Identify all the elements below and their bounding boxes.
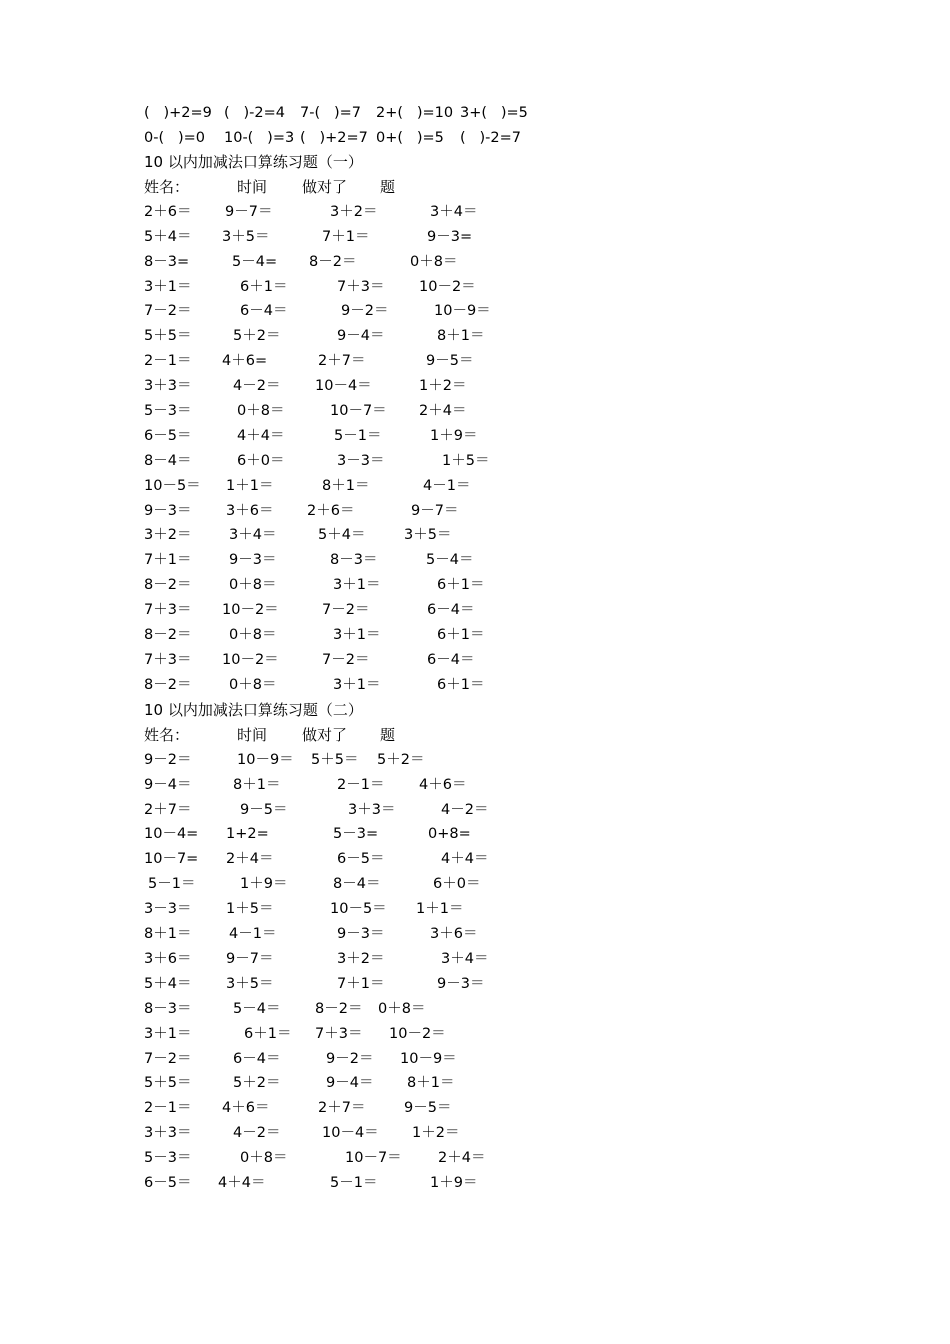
arithmetic-problem: 3＋5＝ [226,976,274,992]
fill-in-problem: ( )-2=4 [224,105,285,121]
arithmetic-problem: 5－1＝ [148,876,196,892]
fill-in-problem: 0-( )=0 [144,130,205,146]
correct-count-label: 做对了 [302,725,348,744]
arithmetic-problem: 7－2＝ [322,602,370,618]
arithmetic-problem: 3＋1＝ [333,627,381,643]
arithmetic-problem: 5＋2＝ [377,752,425,768]
fill-in-problem: 10-( )=3 [224,130,295,146]
arithmetic-problem: 10－9＝ [237,752,294,768]
problem-row [0,324,950,349]
arithmetic-problem: 8－3＝ [330,552,378,568]
arithmetic-problem: 3－3＝ [337,453,385,469]
questions-label: 题 [380,725,396,744]
arithmetic-problem: 3＋5＝ [222,229,270,245]
arithmetic-problem: 0＋8＝ [229,677,277,693]
fill-in-problem: 7-( )=7 [300,105,361,121]
time-label: 时间 [237,725,268,744]
arithmetic-problem: 3＋2＝ [144,527,192,543]
arithmetic-problem: 8＋1＝ [437,328,485,344]
arithmetic-problem: 10－2＝ [222,652,279,668]
arithmetic-problem: 2－1＝ [337,777,385,793]
arithmetic-problem: 1＋9＝ [430,1175,478,1191]
problem-row [0,424,950,449]
arithmetic-problem: 10－5＝ [144,478,201,494]
arithmetic-problem: 5－1＝ [334,428,382,444]
arithmetic-problem: 9－4＝ [337,328,385,344]
arithmetic-problem: 8－3= [144,254,190,270]
fill-in-row [0,126,950,151]
arithmetic-problem: 9－2＝ [326,1051,374,1067]
arithmetic-problem: 6＋1＝ [437,577,485,593]
arithmetic-problem: 4－2＝ [441,802,489,818]
arithmetic-problem: 8＋1＝ [407,1075,455,1091]
arithmetic-problem: 4＋6= [222,353,268,369]
arithmetic-problem: 4＋4＝ [218,1175,266,1191]
arithmetic-problem: 2－1＝ [144,1100,192,1116]
arithmetic-problem: 2＋6＝ [307,503,355,519]
problem-row [0,449,950,474]
arithmetic-problem: 10－7= [144,851,199,867]
arithmetic-problem: 9－4＝ [144,777,192,793]
name-label: 姓名： [144,177,190,196]
arithmetic-problem: 7＋3＝ [144,602,192,618]
problem-row [0,374,950,399]
arithmetic-problem: 1＋9＝ [430,428,478,444]
arithmetic-problem: 10－2＝ [419,279,476,295]
arithmetic-problem: 6－4＝ [427,602,475,618]
arithmetic-problem: 0＋8＝ [410,254,458,270]
problem-row [0,299,950,324]
arithmetic-problem: 7＋3＝ [144,652,192,668]
arithmetic-problem: 3－3＝ [144,901,192,917]
arithmetic-problem: 7＋1＝ [337,976,385,992]
arithmetic-problem: 1＋1＝ [416,901,464,917]
arithmetic-problem: 5＋5＝ [144,1075,192,1091]
arithmetic-problem: 6＋0＝ [237,453,285,469]
arithmetic-problem: 4＋6＝ [419,777,467,793]
problem-row [0,748,950,773]
problem-row [0,349,950,374]
arithmetic-problem: 0＋8＝ [240,1150,288,1166]
arithmetic-problem: 5－4= [232,254,278,270]
arithmetic-problem: 7＋3＝ [315,1026,363,1042]
arithmetic-problem: 6－5＝ [337,851,385,867]
arithmetic-problem: 9－5＝ [426,353,474,369]
arithmetic-problem: 4＋4＝ [237,428,285,444]
arithmetic-problem: 6＋1＝ [437,677,485,693]
arithmetic-problem: 2＋6＝ [144,204,192,220]
fill-in-problem: ( )+2=7 [300,130,368,146]
arithmetic-problem: 3＋1＝ [333,577,381,593]
arithmetic-problem: 3＋4＝ [229,527,277,543]
arithmetic-problem: 9－4＝ [326,1075,374,1091]
arithmetic-problem: 8－2＝ [315,1001,363,1017]
arithmetic-problem: 3＋2＝ [330,204,378,220]
arithmetic-problem: 0＋8＝ [378,1001,426,1017]
arithmetic-problem: 9－3＝ [437,976,485,992]
problem-row [0,1171,950,1196]
problem-row [0,598,950,623]
arithmetic-problem: 3＋4＝ [430,204,478,220]
arithmetic-problem: 1＋1＝ [226,478,274,494]
arithmetic-problem: 3＋6＝ [430,926,478,942]
arithmetic-problem: 9－7＝ [226,951,274,967]
problem-row [0,648,950,673]
arithmetic-problem: 4－2＝ [233,378,281,394]
arithmetic-problem: 6＋1＝ [240,279,288,295]
arithmetic-problem: 7＋3＝ [337,279,385,295]
problem-row [0,997,950,1022]
arithmetic-problem: 10－5＝ [330,901,387,917]
arithmetic-problem: 1＋2＝ [412,1125,460,1141]
problem-row [0,1121,950,1146]
arithmetic-problem: 5－4＝ [426,552,474,568]
section-title: 10 以内加减法口算练习题（一） [144,153,363,171]
arithmetic-problem: 9－3= [427,229,473,245]
arithmetic-problem: 1+2= [226,826,269,842]
arithmetic-problem: 10－4= [144,826,199,842]
arithmetic-problem: 10－9＝ [434,303,491,319]
problem-row [0,773,950,798]
problem-row [0,922,950,947]
arithmetic-problem: 8－2＝ [144,627,192,643]
arithmetic-problem: 5＋5＝ [311,752,359,768]
arithmetic-problem: 3＋3＝ [144,1125,192,1141]
arithmetic-problem: 8－3＝ [144,1001,192,1017]
arithmetic-problem: 7－2＝ [322,652,370,668]
arithmetic-problem: 0＋8＝ [237,403,285,419]
arithmetic-problem: 3＋3＝ [348,802,396,818]
problem-row [0,872,950,897]
arithmetic-problem: 6＋1＝ [437,627,485,643]
arithmetic-problem: 9－2＝ [144,752,192,768]
arithmetic-problem: 3＋5＝ [404,527,452,543]
arithmetic-problem: 5＋5＝ [144,328,192,344]
problem-row [0,250,950,275]
problem-row [0,1096,950,1121]
arithmetic-problem: 10－2＝ [222,602,279,618]
time-label: 时间 [237,177,268,196]
problem-row [0,623,950,648]
arithmetic-problem: 8－2＝ [309,254,357,270]
problem-row [0,548,950,573]
problem-row [0,523,950,548]
problem-row [0,897,950,922]
problem-row [0,474,950,499]
student-info-line [0,175,950,200]
problem-row [0,399,950,424]
arithmetic-problem: 1＋9＝ [240,876,288,892]
arithmetic-problem: 3＋4＝ [441,951,489,967]
arithmetic-problem: 8＋1＝ [144,926,192,942]
arithmetic-problem: 8－2＝ [144,577,192,593]
problem-row [0,1047,950,1072]
fill-in-problem: 3+( )=5 [460,105,528,121]
fill-in-row [0,101,950,126]
problem-row [0,499,950,524]
arithmetic-problem: 8＋1＝ [322,478,370,494]
arithmetic-problem: 3＋2＝ [337,951,385,967]
arithmetic-problem: 5＋4＝ [144,229,192,245]
arithmetic-problem: 10－4＝ [322,1125,379,1141]
arithmetic-problem: 10－4＝ [315,378,372,394]
problem-row [0,225,950,250]
correct-count-label: 做对了 [302,177,348,196]
arithmetic-problem: 5－1＝ [330,1175,378,1191]
problem-row [0,573,950,598]
arithmetic-problem: 1＋5＝ [442,453,490,469]
arithmetic-problem: 6＋0＝ [433,876,481,892]
problem-row [0,1071,950,1096]
fill-in-problem: 2+( )=10 [376,105,454,121]
problem-row [0,1022,950,1047]
arithmetic-problem: 4－2＝ [233,1125,281,1141]
problem-row [0,200,950,225]
arithmetic-problem: 7＋1＝ [144,552,192,568]
questions-label: 题 [380,177,396,196]
arithmetic-problem: 8－4＝ [144,453,192,469]
arithmetic-problem: 6－5＝ [144,428,192,444]
arithmetic-problem: 2＋7＝ [318,353,366,369]
arithmetic-problem: 0+8= [428,826,471,842]
problem-row [0,673,950,698]
arithmetic-problem: 5＋4＝ [318,527,366,543]
arithmetic-problem: 10－7＝ [330,403,387,419]
fill-in-problem: ( )-2=7 [460,130,521,146]
arithmetic-problem: 9－5＝ [240,802,288,818]
arithmetic-problem: 10－9＝ [400,1051,457,1067]
arithmetic-problem: 5＋2＝ [233,328,281,344]
arithmetic-problem: 7－2＝ [144,303,192,319]
arithmetic-problem: 5－4＝ [233,1001,281,1017]
arithmetic-problem: 3＋1＝ [144,1026,192,1042]
arithmetic-problem: 9－2＝ [341,303,389,319]
arithmetic-problem: 3＋1＝ [333,677,381,693]
arithmetic-problem: 2＋7＝ [318,1100,366,1116]
arithmetic-problem: 6＋1＝ [244,1026,292,1042]
arithmetic-problem: 6－4＝ [233,1051,281,1067]
arithmetic-problem: 3＋1＝ [144,279,192,295]
arithmetic-problem: 3＋6＝ [226,503,274,519]
arithmetic-problem: 2－1＝ [144,353,192,369]
problem-row [0,822,950,847]
arithmetic-problem: 9－3＝ [337,926,385,942]
fill-in-problem: ( )+2=9 [144,105,212,121]
arithmetic-problem: 1＋2＝ [419,378,467,394]
arithmetic-problem: 10－7＝ [345,1150,402,1166]
arithmetic-problem: 6－5＝ [144,1175,192,1191]
arithmetic-problem: 8－2＝ [144,677,192,693]
arithmetic-problem: 9－3＝ [229,552,277,568]
arithmetic-problem: 1＋5＝ [226,901,274,917]
arithmetic-problem: 6－4＝ [240,303,288,319]
problem-row [0,947,950,972]
problem-row [0,1146,950,1171]
arithmetic-problem: 5－3＝ [144,403,192,419]
arithmetic-problem: 0＋8＝ [229,577,277,593]
arithmetic-problem: 0＋8＝ [229,627,277,643]
problem-row [0,972,950,997]
arithmetic-problem: 8－4＝ [333,876,381,892]
arithmetic-problem: 2＋4＝ [419,403,467,419]
arithmetic-problem: 5－3= [333,826,379,842]
arithmetic-problem: 8＋1＝ [233,777,281,793]
arithmetic-problem: 2＋7＝ [144,802,192,818]
arithmetic-problem: 3＋6＝ [144,951,192,967]
problem-row [0,847,950,872]
problem-row [0,275,950,300]
arithmetic-problem: 4－1＝ [423,478,471,494]
arithmetic-problem: 9－7＝ [411,503,459,519]
arithmetic-problem: 5＋2＝ [233,1075,281,1091]
arithmetic-problem: 6－4＝ [427,652,475,668]
arithmetic-problem: 9－5＝ [404,1100,452,1116]
arithmetic-problem: 4－1＝ [229,926,277,942]
arithmetic-problem: 10－2＝ [389,1026,446,1042]
fill-in-problem: 0+( )=5 [376,130,444,146]
arithmetic-problem: 4＋4＝ [441,851,489,867]
arithmetic-problem: 3＋3＝ [144,378,192,394]
student-info-line [0,723,950,748]
name-label: 姓名： [144,725,190,744]
arithmetic-problem: 2＋4＝ [438,1150,486,1166]
problem-row [0,798,950,823]
arithmetic-problem: 7－2＝ [144,1051,192,1067]
arithmetic-problem: 5＋4＝ [144,976,192,992]
arithmetic-problem: 9－3＝ [144,503,192,519]
arithmetic-problem: 7＋1＝ [322,229,370,245]
section-title: 10 以内加减法口算练习题（二） [144,701,363,719]
arithmetic-problem: 9－7＝ [225,204,273,220]
arithmetic-problem: 4＋6＝ [222,1100,270,1116]
arithmetic-problem: 2＋4＝ [226,851,274,867]
arithmetic-problem: 5－3＝ [144,1150,192,1166]
